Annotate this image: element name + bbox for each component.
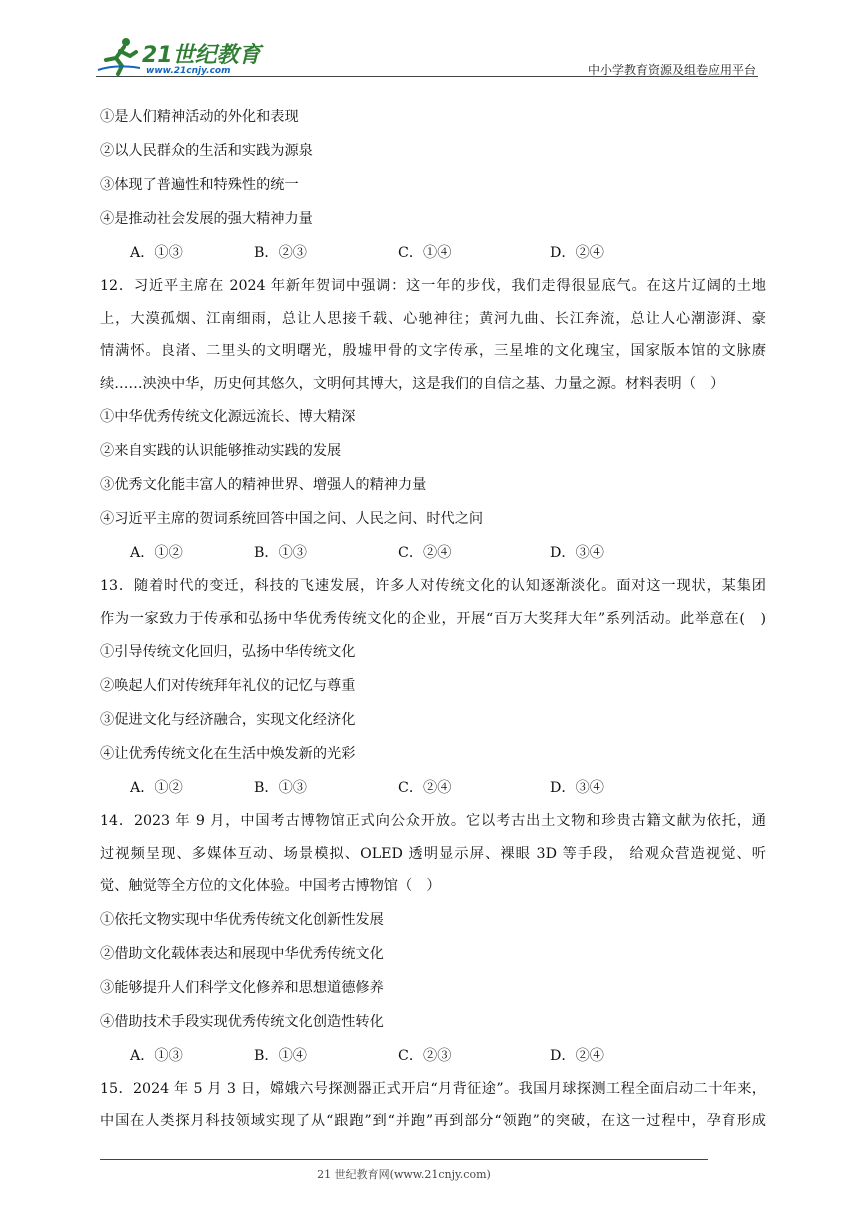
choice-b[interactable]: B．①③ [254,780,307,796]
stem-line: 上，大漠孤烟、江南细雨，总让人思接千载、心驰神往；黄河九曲、长江奔流，总让人心潮澎湃、豪 [100,310,766,327]
site-logo[interactable] [96,36,266,76]
question-12-stem [100,270,766,400]
stem-line: 过视频呈现、多媒体互动、场景模拟、OLED 透明显示屏、裸眼 3D 等手段， 给观众营造视觉、听 [100,845,766,862]
page-header [96,30,758,80]
choice-a[interactable]: A．①② [130,545,183,561]
header-divider [96,76,758,77]
choice-b[interactable]: B．①④ [254,1047,307,1064]
statement: ③能够提升人们科学文化修养和思想道德修养 [100,979,384,996]
stem-line: 作为一家致力于传承和弘扬中华优秀传统文化的企业，开展“百万大奖拜大年”系列活动。此举意在( ) [100,610,766,627]
choice-c[interactable]: C．①④ [398,245,452,261]
choice-c[interactable]: C．②④ [398,780,452,796]
choice-a[interactable]: A．①② [130,780,183,796]
choice-d[interactable]: D．②④ [550,245,604,261]
statement: ①中华优秀传统文化源远流长、博大精深 [100,409,356,425]
logo-brand-text: 21世纪教育 [142,43,261,68]
question-13-stem [100,570,766,635]
choice-c[interactable]: C．②④ [398,545,452,561]
choice-b[interactable]: B．①③ [254,545,307,561]
stem-line: 续……泱泱中华，历史何其悠久，文明何其博大，这是我们的自信之基、力量之源。材料表明（ ） [100,375,725,392]
stem-line: 15．2024 年 5 月 3 日，嫦娥六号探测器正式开启“月背征途”。我国月球探测工程全面启动二十年来， [100,1080,766,1097]
statement: ③促进文化与经济融合，实现文化经济化 [100,712,356,728]
statement: ④是推动社会发展的强大精神力量 [100,211,313,227]
question-content [100,100,766,1138]
stem-line: 13．随着时代的变迁，科技的飞速发展，许多人对传统文化的认知逐渐淡化。面对这一现状，某集团 [100,578,766,594]
stem-line: 觉、触觉等全方位的文化体验。中国考古博物馆（ ） [100,878,441,894]
choice-c[interactable]: C．②③ [398,1047,452,1064]
choice-a[interactable]: A．①③ [130,1047,183,1064]
statement: ①是人们精神活动的外化和表现 [100,109,299,125]
answer-choices [100,1039,766,1073]
answer-choices [100,771,766,805]
statement: ①依托文物实现中华优秀传统文化创新性发展 [100,911,384,928]
answer-choices [100,236,766,270]
statement: ④借助技术手段实现优秀传统文化创造性转化 [100,1013,384,1030]
logo-url-text: www.21cnjy.com [146,66,231,76]
statement: ①引导传统文化回归，弘扬中华传统文化 [100,644,356,660]
page-footer[interactable]: 21 世纪教育网(www.21cnjy.com) [317,1168,491,1181]
question-14-stem [100,805,766,903]
choice-b[interactable]: B．②③ [254,245,307,261]
statement: ②以人民群众的生活和实践为源泉 [100,143,313,159]
statement: ④让优秀传统文化在生活中焕发新的光彩 [100,746,356,762]
choice-a[interactable]: A．①③ [130,245,183,261]
choice-d[interactable]: D．③④ [550,780,604,796]
runner-logo-icon [96,36,142,76]
stem-line: 情满怀。良渚、二里头的文明曙光，殷墟甲骨的文字传承，三星堆的文化瑰宝，国家版本馆的文脉赓 [100,343,766,359]
choice-d[interactable]: D．③④ [550,545,604,561]
answer-choices [100,536,766,570]
footer-divider [100,1159,708,1160]
statement: ②唤起人们对传统拜年礼仪的记忆与尊重 [100,678,356,694]
statement: ②借助文化载体表达和展现中华优秀传统文化 [100,945,384,962]
choice-d[interactable]: D．②④ [550,1047,604,1064]
stem-line: 12．习近平主席在 2024 年新年贺词中强调：这一年的步伐，我们走得很显底气。在这片辽阔的土地 [100,278,766,294]
stem-line: 14．2023 年 9 月，中国考古博物馆正式向公众开放。它以考古出土文物和珍贵古籍文献为依托，通 [100,813,766,829]
stem-line: 中国在人类探月科技领域实现了从“跟跑”到“并跑”再到部分“领跑”的突破，在这一过程中，孕育形成 [100,1113,766,1129]
statement: ③优秀文化能丰富人的精神世界、增强人的精神力量 [100,477,427,493]
platform-name: 中小学教育资源及组卷应用平台 [587,63,756,77]
statement: ③体现了普遍性和特殊性的统一 [100,177,299,193]
statement: ②来自实践的认识能够推动实践的发展 [100,443,342,459]
question-15-stem [100,1073,766,1138]
statement: ④习近平主席的贺词系统回答中国之问、人民之问、时代之问 [100,511,484,527]
